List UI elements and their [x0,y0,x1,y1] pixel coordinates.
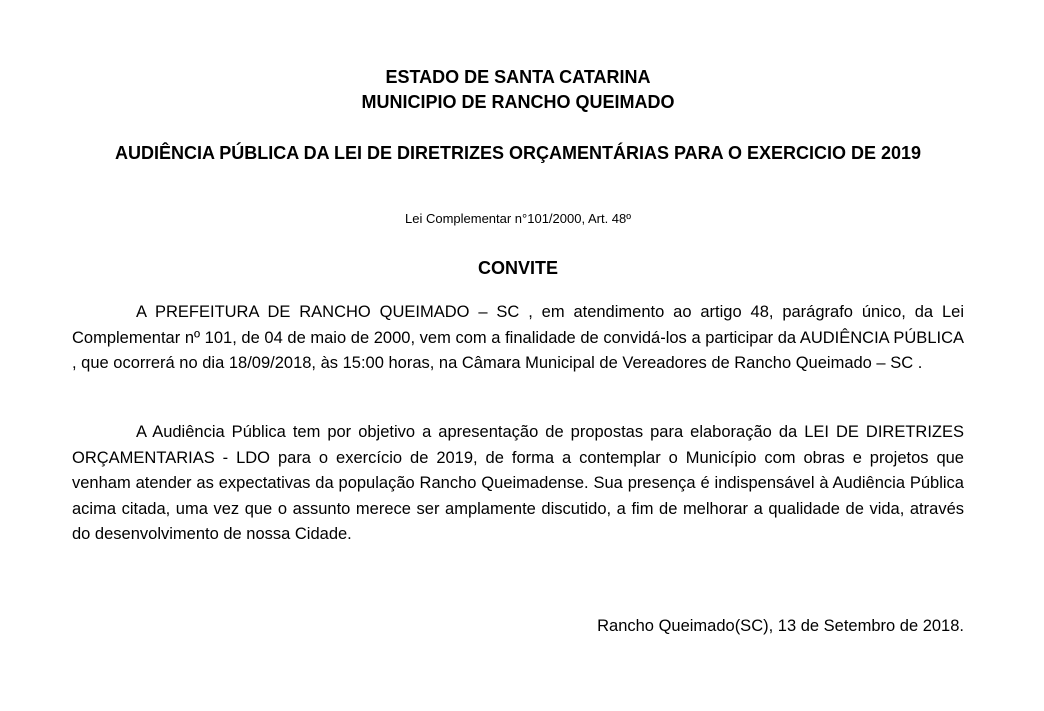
law-reference: Lei Complementar n°101/2000, Art. 48º [404,211,632,226]
body-paragraph-purpose: A Audiência Pública tem por objetivo a apresentação de propostas para elaboração da LEI DE DIRETRIZES ORÇAMENTARIAS - LDO para o exercício de 2019, de forma a contemplar o Município com obras e projetos que venham atender as expectativas da população Rancho Queimadense. Sua presença é indispensável à Audiência Pública acima citada, uma vez que o assunto merece ser amplamente discutido, a fim de melhorar a qualidade de vida, através do desenvolvimento de nossa Cidade. [72,423,964,543]
place-date-line: Rancho Queimado(SC), 13 de Setembro de 2018. [597,617,964,635]
municipality-heading: MUNICIPIO DE RANCHO QUEIMADO [361,92,675,112]
state-heading: ESTADO DE SANTA CATARINA [385,67,651,87]
document-title: AUDIÊNCIA PÚBLICA DA LEI DE DIRETRIZES ORÇAMENTÁRIAS PARA O EXERCICIO DE 2019 [114,143,922,163]
invitation-heading: CONVITE [477,258,558,278]
body-paragraph-invitation: A PREFEITURA DE RANCHO QUEIMADO – SC , em atendimento ao artigo 48, parágrafo único, da Lei Complementar nº 101, de 04 de maio de 2000, vem com a finalidade de convidá-los a participar da AUDIÊNCIA PÚBLICA , que ocorrerá no dia 18/09/2018, às 15:00 horas, na Câmara Municipal de Vereadores de Rancho Queimado – SC . [72,303,964,372]
